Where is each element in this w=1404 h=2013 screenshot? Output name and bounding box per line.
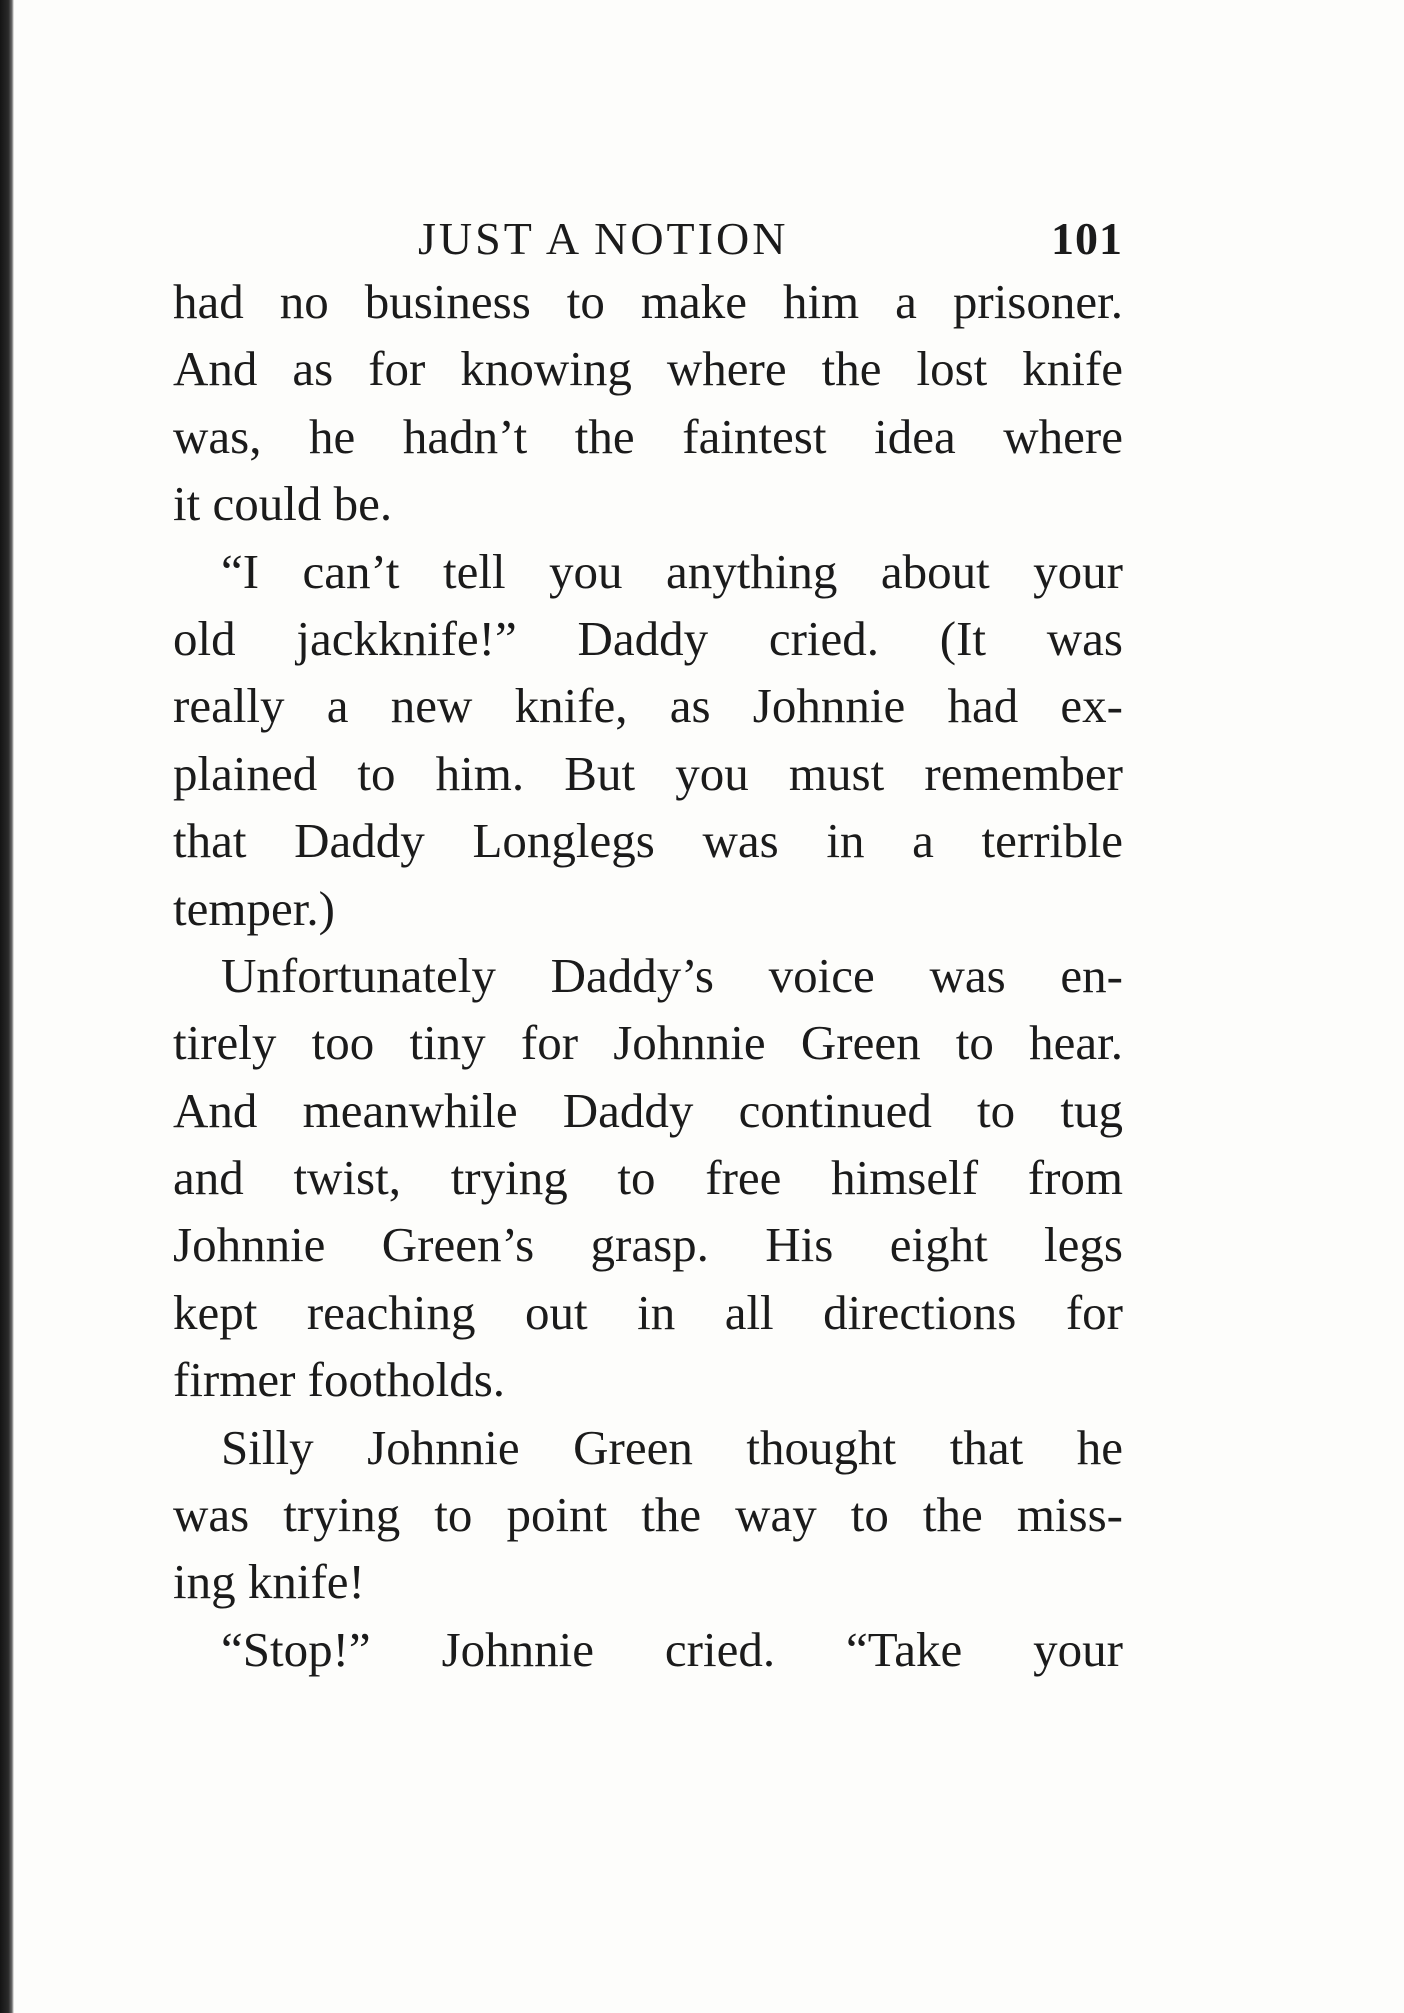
text-line: and twist, trying to free himself from xyxy=(173,1150,1123,1206)
text-line: temper.) xyxy=(173,880,335,936)
text-line: And as for knowing where the lost knife xyxy=(173,341,1123,397)
text-line: Johnnie Green’s grasp. His eight legs xyxy=(173,1217,1123,1273)
body-text xyxy=(173,268,1123,1683)
text-line: old jackknife!” Daddy cried. (It was xyxy=(173,610,1123,666)
text-line: And meanwhile Daddy continued to tug xyxy=(173,1082,1123,1138)
text-line: “Stop!” Johnnie cried. “Take your xyxy=(221,1621,1123,1677)
text-line: was trying to point the way to the miss- xyxy=(173,1487,1123,1543)
text-line: it could be. xyxy=(173,476,393,532)
text-line: kept reaching out in all directions for xyxy=(173,1284,1123,1340)
running-title: JUST A NOTION xyxy=(418,213,789,264)
text-line: that Daddy Longlegs was in a terrible xyxy=(173,813,1123,869)
text-line: plained to him. But you must remember xyxy=(173,745,1123,801)
page-binding-shadow xyxy=(0,0,14,2013)
text-line: “I can’t tell you anything about your xyxy=(221,543,1123,599)
text-line: Silly Johnnie Green thought that he xyxy=(221,1419,1123,1475)
text-line: tirely too tiny for Johnnie Green to hear. xyxy=(173,1015,1123,1071)
text-line: firmer footholds. xyxy=(173,1352,506,1408)
text-line: Unfortunately Daddy’s voice was en- xyxy=(221,947,1123,1003)
text-line: was, he hadn’t the faintest idea where xyxy=(173,408,1123,464)
page-number: 101 xyxy=(1051,213,1123,264)
running-head xyxy=(173,212,1123,272)
text-line: really a new knife, as Johnnie had ex- xyxy=(173,678,1123,734)
text-line: ing knife! xyxy=(173,1554,365,1610)
text-line: had no business to make him a prisoner. xyxy=(173,274,1123,329)
